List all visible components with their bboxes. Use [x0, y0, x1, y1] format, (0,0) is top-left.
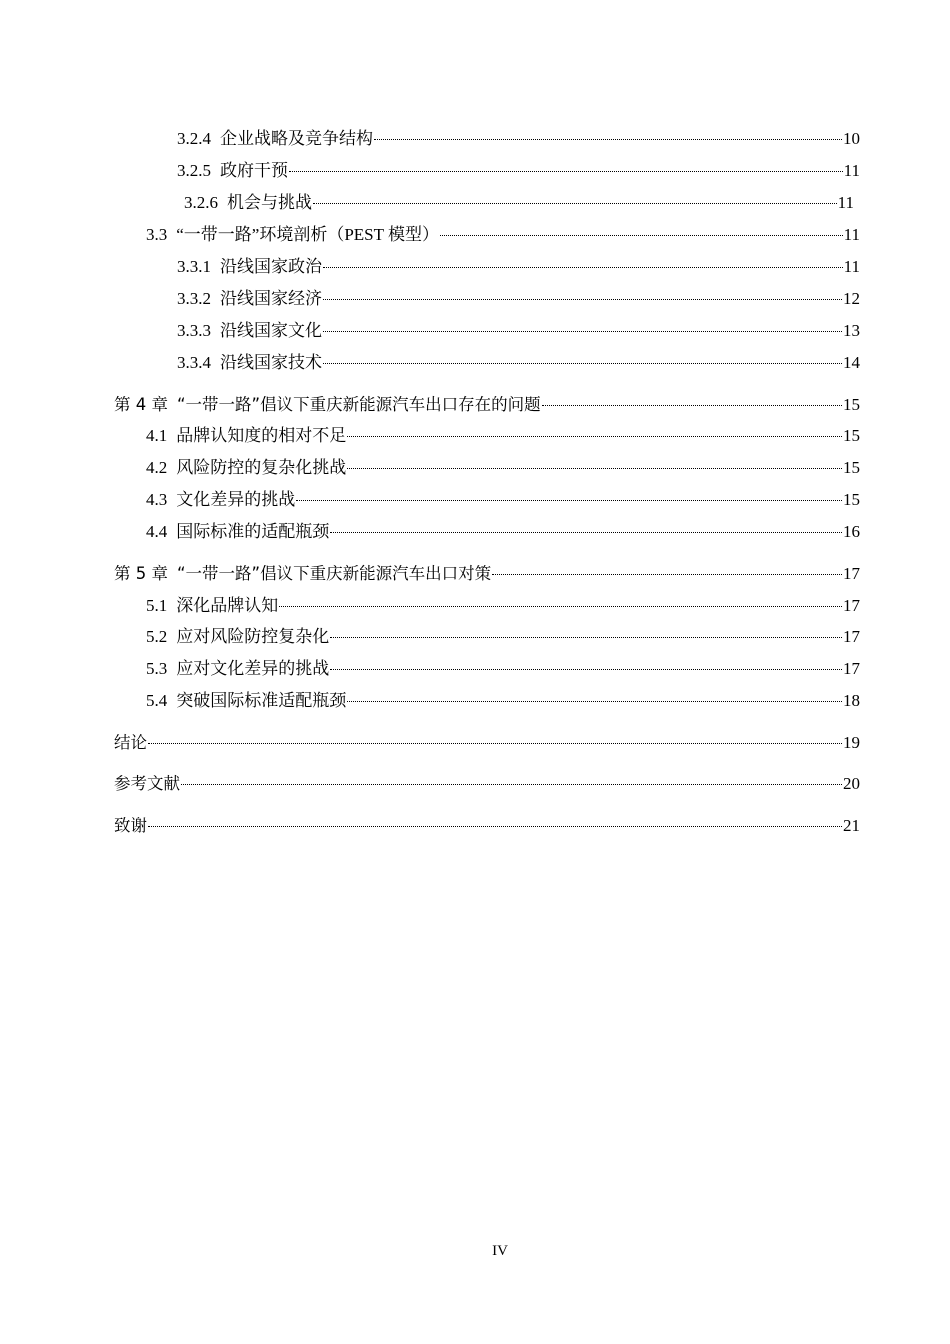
dot-leader	[330, 652, 842, 674]
toc-entry-4-1[interactable]	[146, 419, 860, 447]
toc-entry-5-1[interactable]	[146, 589, 860, 617]
dot-leader	[279, 589, 842, 611]
toc-title: 深化品牌认知	[176, 596, 279, 615]
toc-entry-5-3[interactable]	[146, 652, 860, 680]
toc-number: 3.3.2	[177, 289, 211, 308]
toc-title: 沿线国家政治	[220, 257, 322, 276]
toc-number: 3.3.4	[177, 353, 211, 372]
toc-page-number: 21	[843, 816, 860, 835]
toc-number: 4.1	[146, 426, 168, 445]
toc-entry-4-4[interactable]	[146, 515, 860, 543]
toc-entry-5-2[interactable]	[146, 620, 860, 648]
dot-leader	[542, 388, 842, 410]
toc-number: 5.3	[146, 659, 168, 678]
toc-number: 3.2.5	[177, 161, 211, 180]
toc-title: 国际标准的适配瓶颈	[176, 522, 330, 541]
dot-leader	[313, 186, 837, 208]
toc-entry-3-2-4[interactable]	[177, 122, 860, 150]
dot-leader	[148, 726, 842, 748]
toc-entry-chapter-5[interactable]	[114, 557, 860, 585]
toc-entry-references[interactable]	[114, 767, 860, 795]
toc-page-number: 15	[843, 490, 860, 509]
toc-entry-3-3-4[interactable]	[177, 346, 860, 374]
dot-leader	[289, 154, 843, 176]
toc-title: 文化差异的挑战	[176, 490, 296, 509]
dot-leader	[347, 684, 842, 706]
toc-page-number: 15	[843, 458, 860, 477]
toc-number: 3.3.1	[177, 257, 211, 276]
toc-page-number: 17	[843, 564, 860, 583]
toc-entry-3-2-5[interactable]	[177, 154, 860, 182]
dot-leader	[323, 346, 842, 368]
toc-entry-3-3[interactable]	[146, 218, 860, 246]
toc-title: 沿线国家技术	[220, 353, 322, 372]
toc-page-number: 15	[843, 426, 860, 445]
toc-page-number: 17	[843, 659, 860, 678]
toc-number: 3.2.4	[177, 129, 211, 148]
toc-number: 4.3	[146, 490, 168, 509]
toc-title: 致谢	[114, 816, 147, 835]
toc-page-number: 19	[843, 733, 860, 752]
dot-leader	[323, 250, 843, 272]
dot-leader	[440, 218, 843, 240]
toc-title: “一带一路”倡议下重庆新能源汽车出口存在的问题	[177, 395, 541, 414]
toc-title: 企业战略及竞争结构	[220, 129, 373, 148]
toc-title: 参考文献	[114, 774, 180, 793]
toc-entry-4-3[interactable]	[146, 483, 860, 511]
toc-title: 应对文化差异的挑战	[176, 659, 330, 678]
dot-leader	[492, 557, 842, 579]
toc-page-number: 14	[843, 353, 860, 372]
dot-leader	[181, 767, 842, 789]
toc-entry-acknowledgements[interactable]	[114, 809, 860, 837]
toc-title: 沿线国家文化	[220, 321, 322, 340]
toc-title: 品牌认知度的相对不足	[176, 426, 347, 445]
toc-number: 第 5 章	[114, 564, 168, 583]
toc-title: 结论	[114, 733, 147, 752]
toc-page-number: 10	[843, 129, 860, 148]
toc-page-number: 18	[843, 691, 860, 710]
toc-title: “一带一路”环境剖析（PEST 模型）	[176, 225, 439, 244]
toc-entry-conclusion[interactable]	[114, 726, 860, 754]
toc-page-number: 12	[843, 289, 860, 308]
toc-entry-3-2-6[interactable]	[184, 186, 854, 214]
dot-leader	[347, 451, 842, 473]
toc-number: 5.2	[146, 627, 168, 646]
toc-page-number: 11	[843, 225, 860, 244]
toc-entry-chapter-4[interactable]	[114, 388, 860, 416]
footer-page-number: IV	[492, 1243, 508, 1259]
toc-page-number: 13	[843, 321, 860, 340]
toc-entry-5-4[interactable]	[146, 684, 860, 712]
dot-leader	[330, 515, 842, 537]
toc-number: 3.3.3	[177, 321, 211, 340]
toc-number: 第 4 章	[114, 395, 168, 414]
dot-leader	[374, 122, 842, 144]
toc-page-number: 15	[843, 395, 860, 414]
toc-page-number: 16	[843, 522, 860, 541]
toc-entry-4-2[interactable]	[146, 451, 860, 479]
toc-title: 机会与挑战	[227, 193, 312, 212]
toc-page-number: 11	[843, 257, 860, 276]
toc-number: 5.4	[146, 691, 168, 710]
toc-page-number: 17	[843, 596, 860, 615]
toc-page-number: 11	[837, 193, 854, 212]
toc-number: 5.1	[146, 596, 168, 615]
toc-number: 3.2.6	[184, 193, 218, 212]
toc-title: 政府干预	[220, 161, 288, 180]
dot-leader	[330, 620, 842, 642]
toc-number: 4.4	[146, 522, 168, 541]
dot-leader	[148, 809, 842, 831]
toc-page-number: 20	[843, 774, 860, 793]
toc-title: 应对风险防控复杂化	[176, 627, 330, 646]
toc-entry-3-3-3[interactable]	[177, 314, 860, 342]
dot-leader	[296, 483, 842, 505]
dot-leader	[323, 282, 842, 304]
toc-title: 沿线国家经济	[220, 289, 322, 308]
dot-leader	[323, 314, 842, 336]
dot-leader	[347, 419, 842, 441]
toc-title: 风险防控的复杂化挑战	[176, 458, 347, 477]
toc-entry-3-3-1[interactable]	[177, 250, 860, 278]
toc-number: 3.3	[146, 225, 168, 244]
toc-number: 4.2	[146, 458, 168, 477]
toc-title: “一带一路”倡议下重庆新能源汽车出口对策	[177, 564, 492, 583]
toc-page-number: 17	[843, 627, 860, 646]
toc-entry-3-3-2[interactable]	[177, 282, 860, 310]
toc-title: 突破国际标准适配瓶颈	[176, 691, 347, 710]
toc-page-number: 11	[843, 161, 860, 180]
